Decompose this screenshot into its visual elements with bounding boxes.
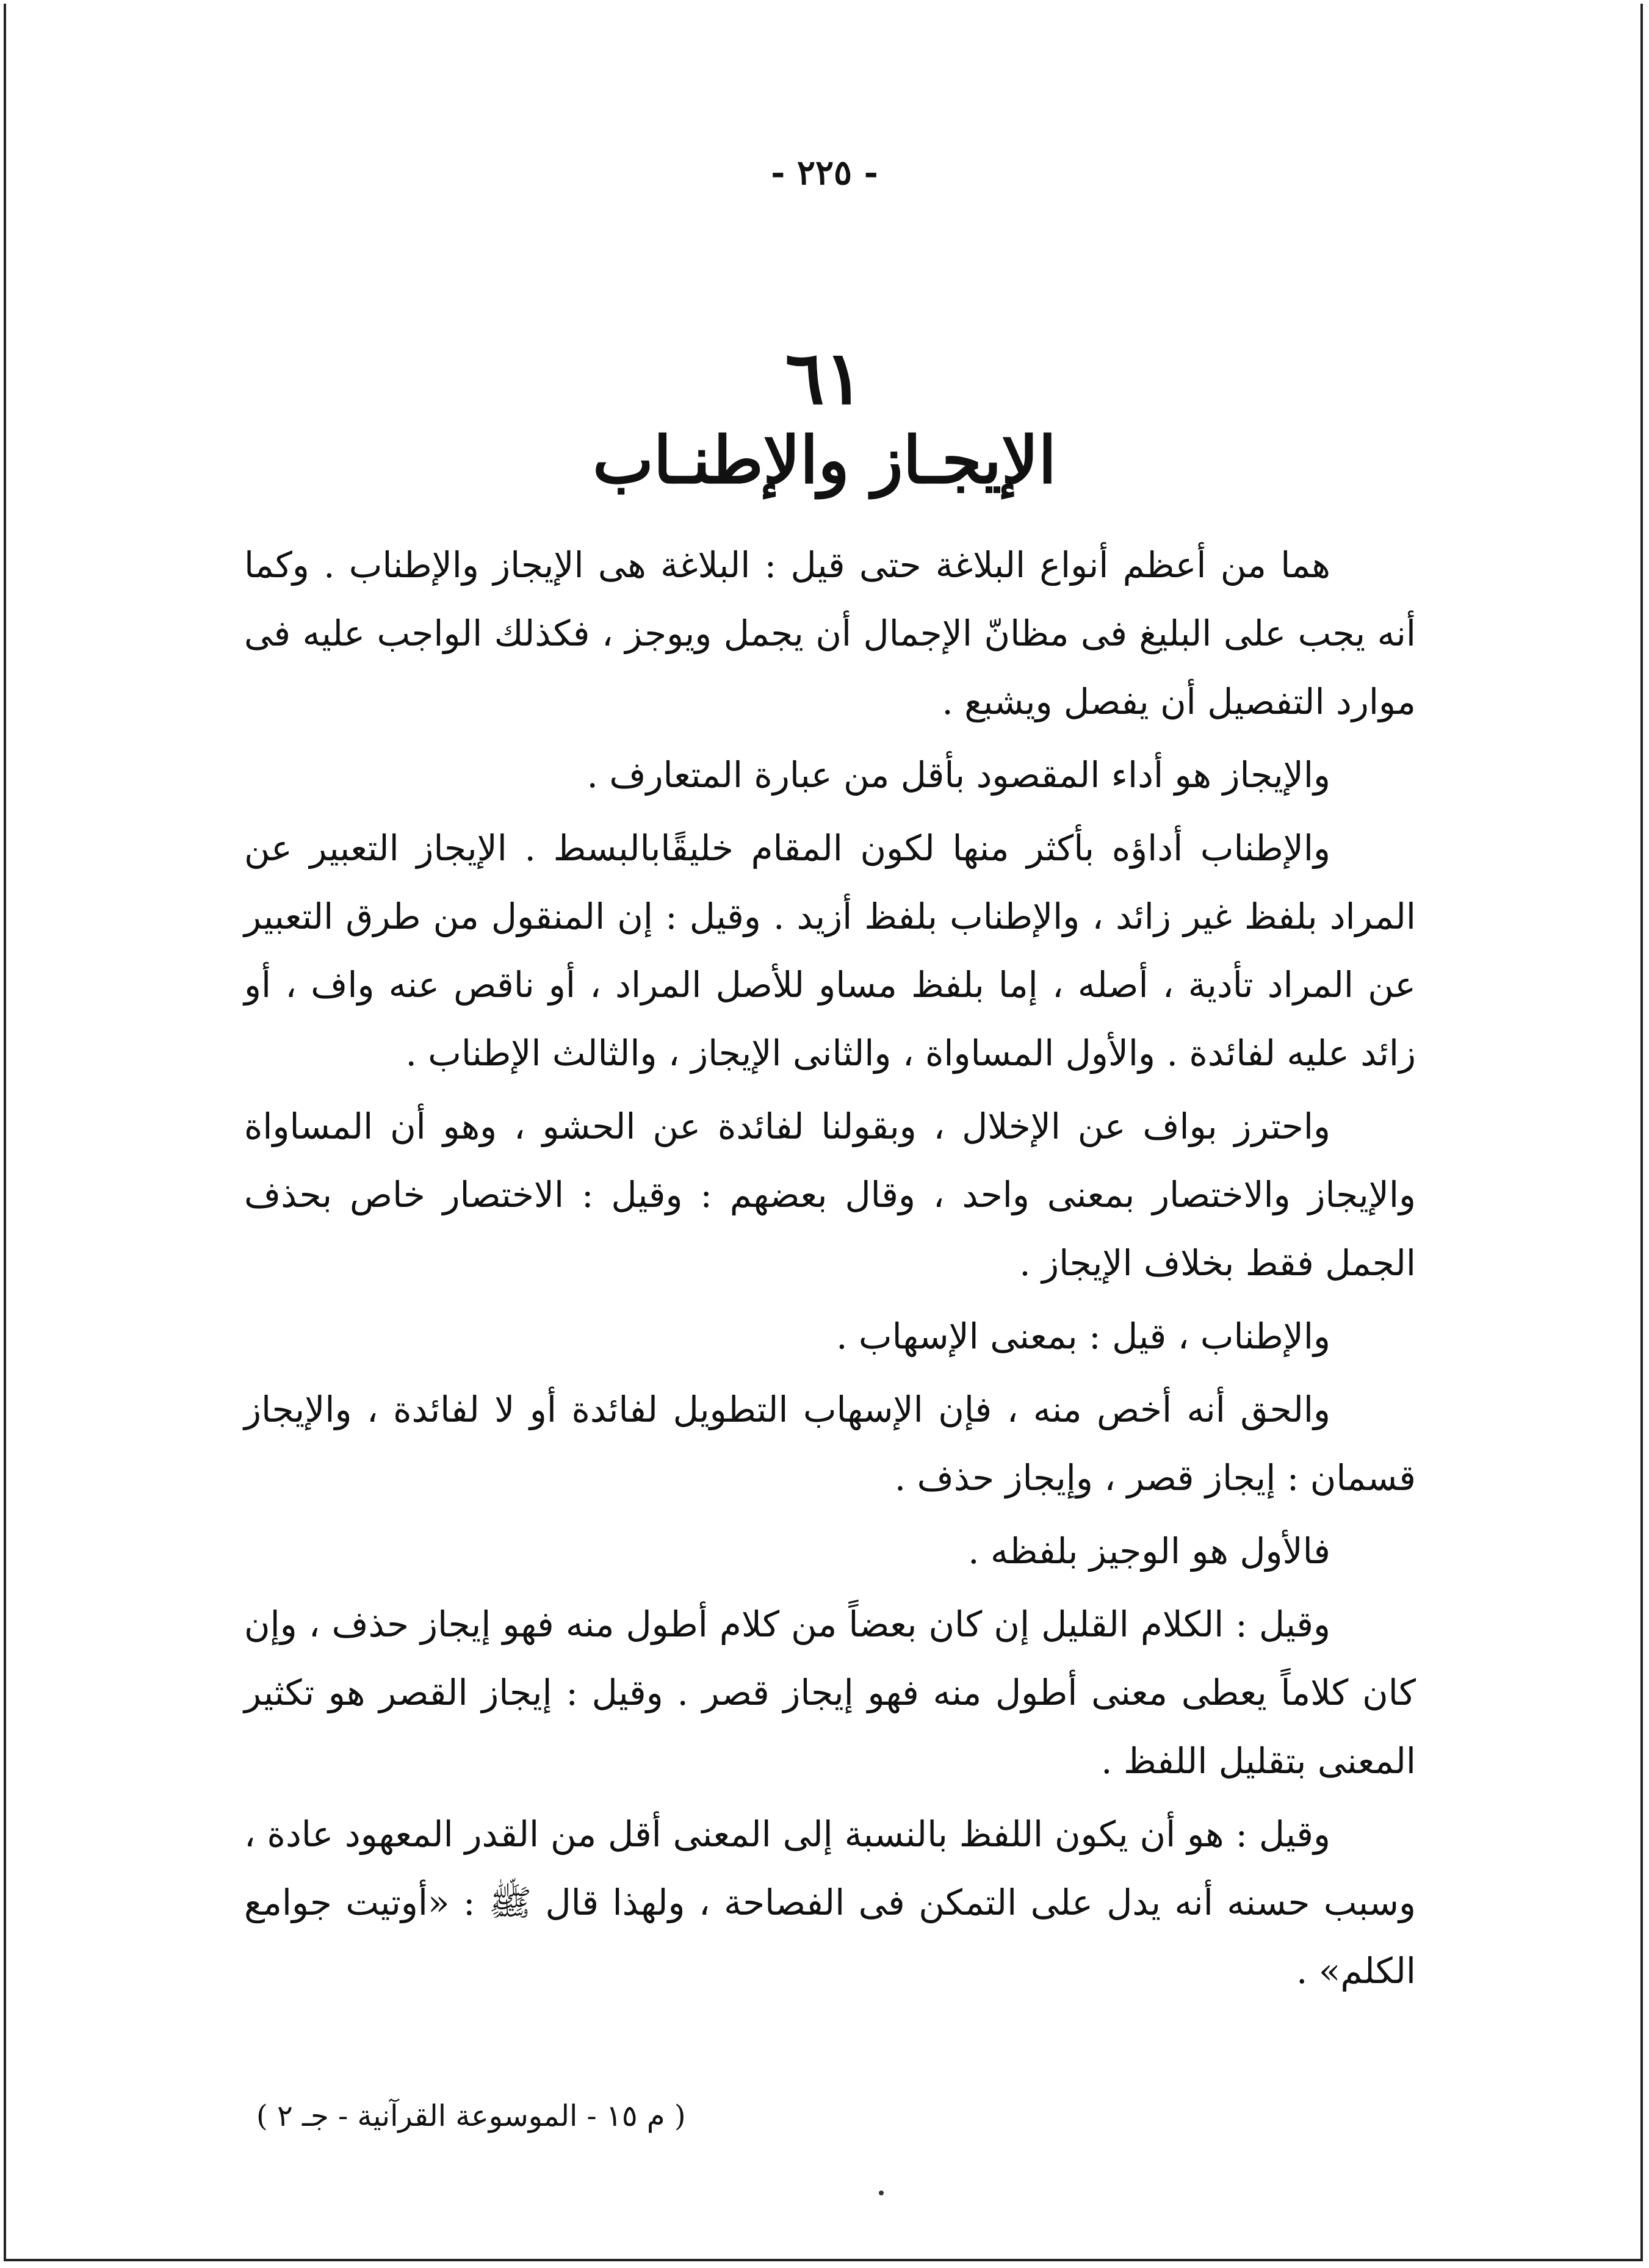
paragraph: والإطناب أداؤه بأكثر منها لكون المقام خليقًابالبسط . الإيجاز التعبير عن المراد بلفظ غير زائد ، والإطناب بلفظ أزيد . وقيل : إن المنقول من طرق التعبير عن المراد تأدية ، أصله ، إما بلفظ مساو للأصل المراد ، أو ناقص عنه واف ، أو زائد عليه لفائدة . والأول المساواة ، والثانى الإيجاز ، والثالث الإطناب . (244, 827, 1416, 1074)
paragraph: والإيجاز هو أداء المقصود بأقل من عبارة المتعارف . (586, 754, 1330, 796)
scan-artifact-dot (879, 2191, 884, 2195)
paragraph: والحق أنه أخص منه ، فإن الإسهاب التطويل لفائدة أو لا لفائدة ، والإيجاز قسمان : إيجاز قصر ، وإيجاز حذف . (244, 1389, 1416, 1499)
paragraph: واحترز بواف عن الإخلال ، وبقولنا لفائدة عن الحشو ، وهو أن المساواة والإيجاز والاختصار بمعنى واحد ، وقال بعضهم : وقيل : الاختصار خاص بحذف الجمل فقط بخلاف الإيجاز . (244, 1106, 1416, 1284)
paragraph: فالأول هو الوجيز بلفظه . (968, 1530, 1330, 1572)
paragraph: وقيل : هو أن يكون اللفظ بالنسبة إلى المعنى أقل من القدر المعهود عادة ، وسبب حسنه أنه يدل على التمكن فى الفصاحة ، ولهذا قال ﷺ : «أوتيت جوامع الكلم» . (244, 1813, 1416, 1992)
paragraph: هما من أعظم أنواع البلاغة حتى قيل : البلاغة هى الإيجاز والإطناب . وكما أنه يجب على البليغ فى مظانّ الإجمال أن يجمل ويوجز ، فكذلك الواجب عليه فى موارد التفصيل أن يفصل ويشبع . (244, 544, 1416, 722)
paragraph: وقيل : الكلام القليل إن كان بعضاً من كلام أطول منه فهو إيجاز حذف ، وإن كان كلاماً يعطى معنى أطول منه فهو إيجاز قصر . وقيل : إيجاز القصر هو تكثير المعنى بتقليل اللفظ . (244, 1604, 1416, 1782)
footer-reference (256, 2099, 1050, 2133)
page-number: - ٢٢٥ - (771, 153, 878, 193)
footer-reference-text: ( م ١٥ - الموسوعة القرآنية - جـ ٢ ) (256, 2099, 686, 2133)
chapter-title: الإيجـاز والإطنـاب (593, 422, 1056, 498)
paragraph: والإطناب ، قيل : بمعنى الإسهاب . (836, 1316, 1330, 1357)
body-text (244, 531, 1416, 2010)
chapter-number: ٦١ (785, 335, 864, 421)
